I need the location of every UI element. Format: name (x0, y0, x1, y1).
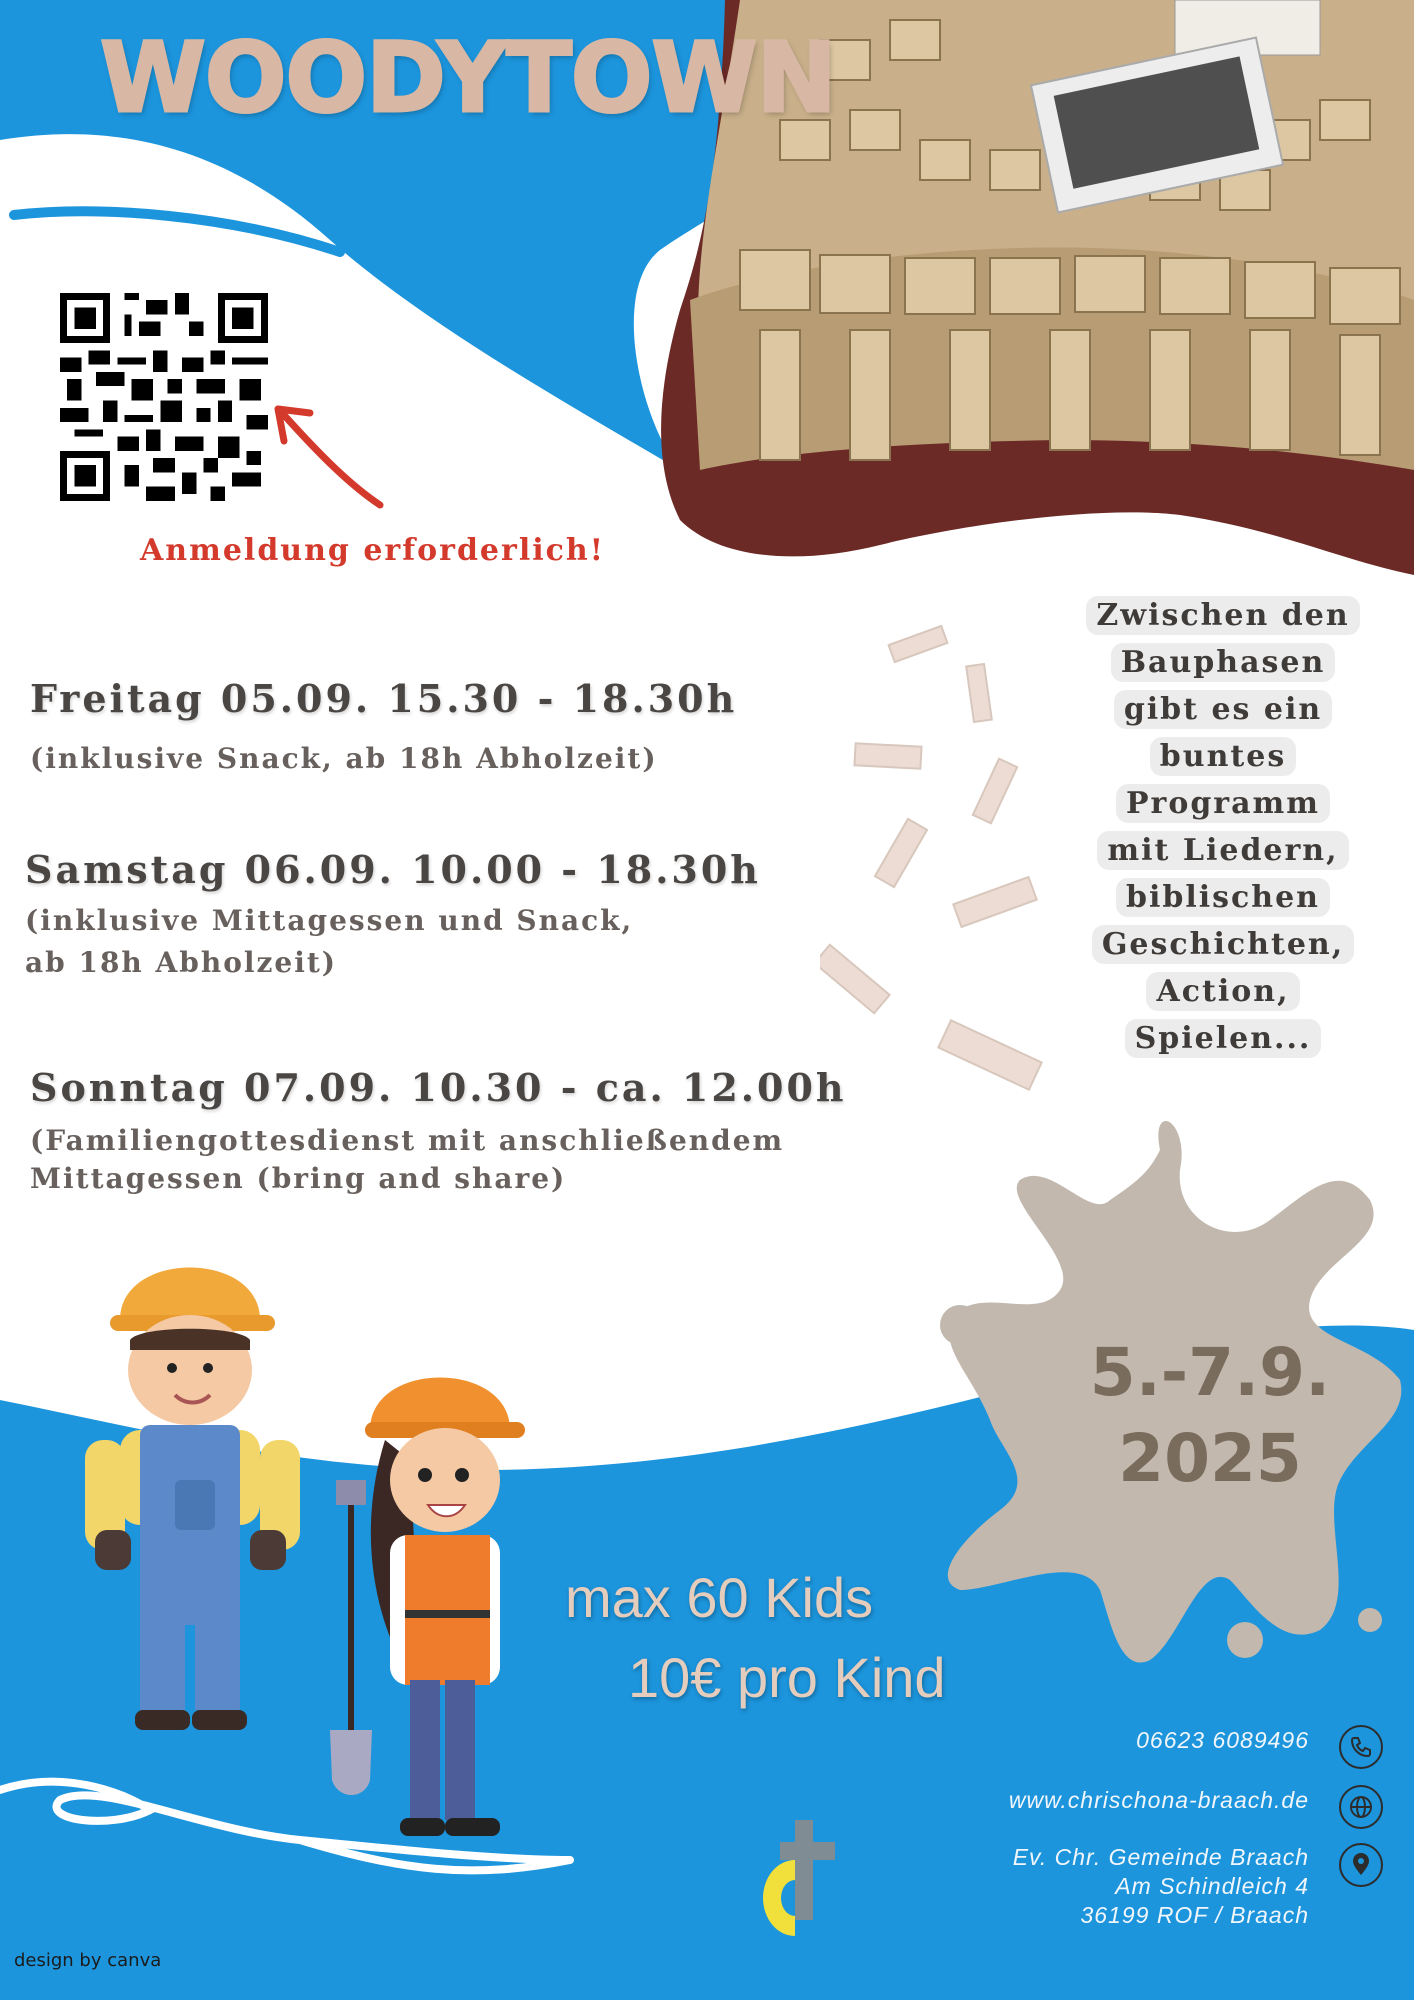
program-line: Programm (1116, 784, 1330, 823)
program-line: gibt es ein (1114, 690, 1332, 729)
event-dates (1085, 1330, 1335, 1502)
program-line: Geschichten, (1092, 925, 1354, 964)
design-credit: design by canva (14, 1950, 162, 1971)
sunday-title: Sonntag 07.09. 10.30 - ca. 12.00h (30, 1065, 847, 1110)
phone-icon (1339, 1725, 1383, 1769)
poster-title: WOODYTOWN (100, 22, 836, 134)
program-line: Bauphasen (1111, 643, 1336, 682)
saturday-title: Samstag 06.09. 10.00 - 18.30h (25, 847, 761, 892)
signup-required: Anmeldung erforderlich! (140, 533, 605, 568)
program-line: mit Liedern, (1097, 831, 1348, 870)
contact-address (1013, 1843, 1309, 1930)
contact-website[interactable]: www.chrischona-braach.de (1008, 1787, 1309, 1813)
price-per-kid: 10€ pro Kind (628, 1646, 946, 1709)
program-info (1078, 592, 1368, 1062)
qr-code[interactable] (60, 293, 268, 501)
max-kids: max 60 Kids (565, 1566, 874, 1629)
date-range: 5.-7.9. (1089, 1334, 1331, 1411)
program-line: Zwischen den (1086, 596, 1359, 635)
friday-note: (inklusive Snack, ab 18h Abholzeit) (30, 742, 658, 775)
worker-girl-illustration (330, 1340, 580, 1850)
program-line: biblischen (1116, 878, 1330, 917)
date-year: 2025 (1118, 1420, 1302, 1497)
church-logo (745, 1820, 855, 1940)
address-line: Am Schindleich 4 (1115, 1873, 1309, 1899)
friday-title: Freitag 05.09. 15.30 - 18.30h (30, 676, 738, 721)
program-line: buntes (1150, 737, 1296, 776)
program-line: Spielen... (1125, 1019, 1322, 1058)
wave-stroke (14, 211, 340, 252)
falling-blocks (820, 620, 1080, 1120)
address-line: Ev. Chr. Gemeinde Braach (1012, 1844, 1309, 1870)
worker-boy-illustration (80, 1230, 320, 1740)
location-pin-icon (1339, 1843, 1383, 1887)
contact-phone[interactable]: 06623 6089496 (1136, 1727, 1309, 1753)
saturday-note: (inklusive Mittagessen und Snack, ab 18h Abholzeit) (25, 904, 634, 979)
address-line: 36199 ROF / Braach (1080, 1902, 1309, 1928)
globe-icon (1339, 1785, 1383, 1829)
sunday-note: (Familiengottesdienst mit anschließendem Mittagessen (bring and share) (30, 1124, 785, 1195)
arrow-icon (270, 395, 390, 515)
program-line: Action, (1146, 972, 1299, 1011)
